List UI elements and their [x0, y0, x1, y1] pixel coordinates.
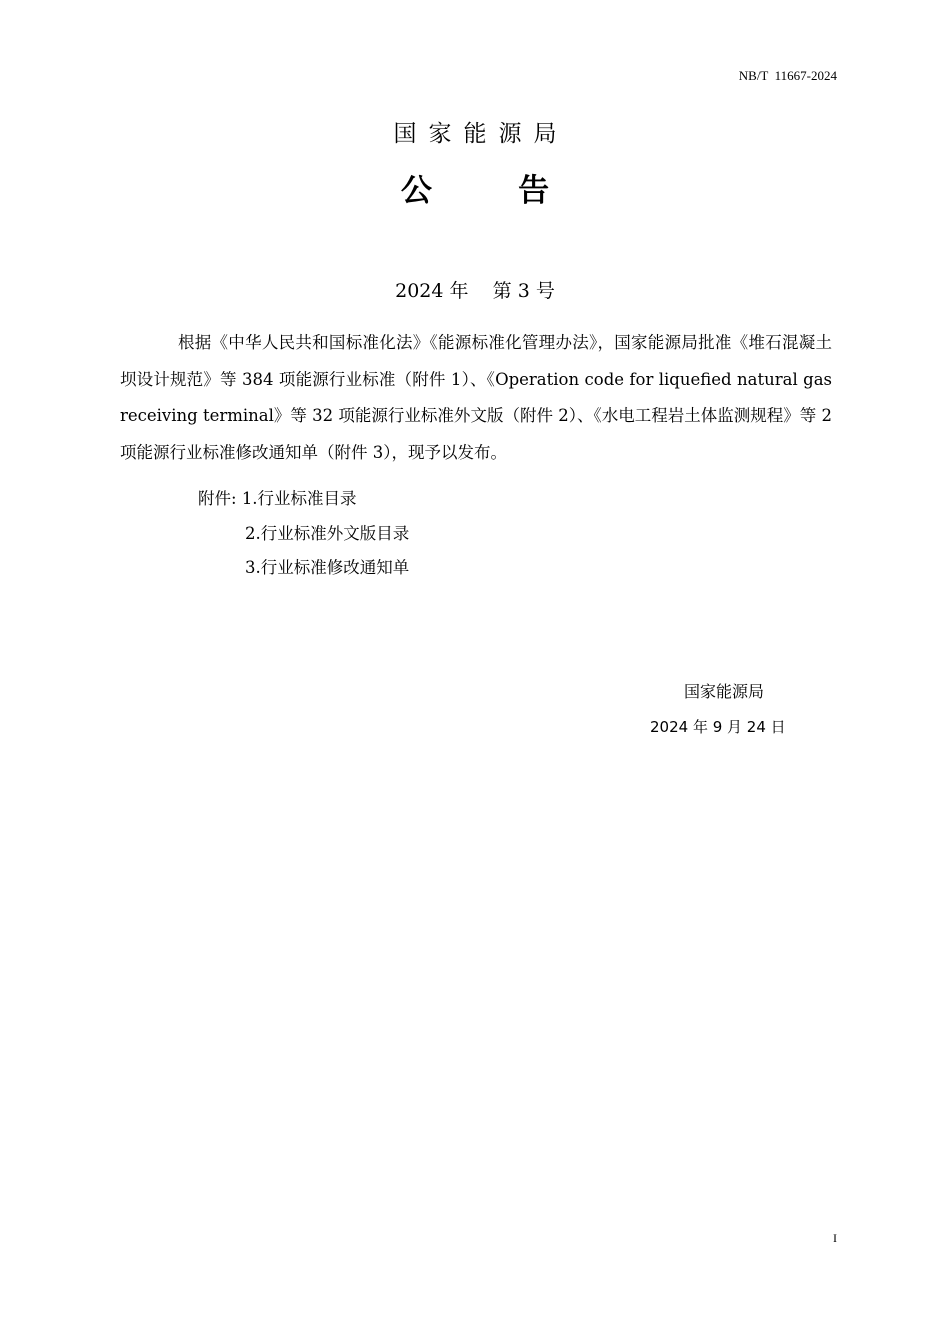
signature-date: 2024 年 9 月 24 日	[650, 718, 786, 736]
attachment-item-text: 1.行业标准目录	[241, 489, 357, 508]
issue-number: 2024 年 第 3 号	[395, 280, 555, 302]
attachment-item-text: 2.行业标准外文版目录	[245, 523, 410, 543]
attachment-item-text: 3.行业标准修改通知单	[245, 558, 410, 577]
notice-title: 公 告	[400, 173, 550, 209]
page-number: I	[833, 1231, 837, 1245]
standard-code: NB/T 11667-2024	[738, 68, 837, 83]
attachment-item	[198, 551, 409, 586]
signature-agency: 国家能源局	[684, 682, 765, 701]
attachment-list	[198, 482, 409, 586]
attachment-label: 附件:	[198, 489, 242, 508]
agency-title: 国家能源局	[393, 121, 569, 147]
attachment-item	[198, 482, 409, 517]
announcement-paragraph: 根据《中华人民共和国标准化法》《能源标准化管理办法》，国家能源局批准《堆石混凝土坝设计规范》等 384 项能源行业标准（附件 1）、《Operation code for liquefied natural gas receiving terminal》等 32 项能源行业标准外文版（附件 2）、《水电工程岩土体监测规程》等 2 项能源行业标准修改通知单（附件 3），现予以发布。	[120, 333, 832, 462]
attachment-item	[198, 517, 409, 552]
